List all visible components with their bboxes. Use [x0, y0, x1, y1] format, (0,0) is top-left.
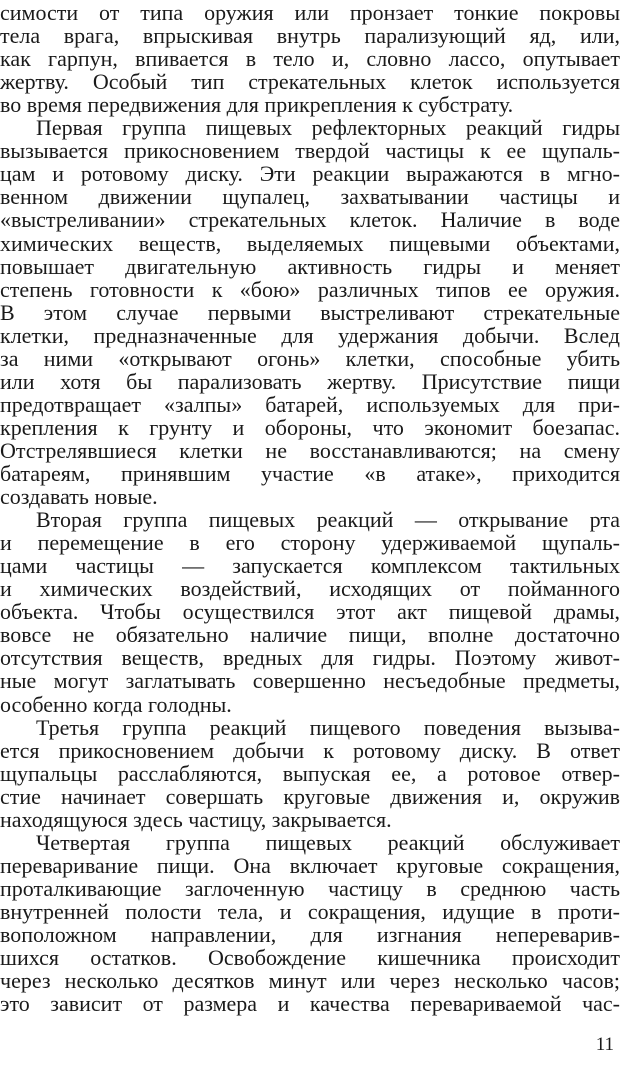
- text-line: ется прикосновением добычи к ротовому диску. В ответ: [0, 737, 620, 763]
- text-line: через несколько десятков минут или через несколько часов;: [0, 968, 620, 994]
- text-line: создавать новые.: [0, 484, 158, 510]
- text-line: цами частицы — запускается комплексом тактильных: [0, 553, 620, 579]
- text-line: стие начинает совершать круговые движения и, окружив: [0, 783, 620, 809]
- text-line: внутренней полости тела, и сокращения, идущие в проти-: [0, 898, 620, 924]
- text-line: клетки, предназначенные для удержания добычи. Вслед: [0, 322, 620, 348]
- text-line: тела врага, впрыскивая внутрь парализующий яд, или,: [0, 23, 620, 49]
- text-line: цам и ротовому диску. Эти реакции выражаются в мгно-: [0, 161, 620, 187]
- page-number: 11: [595, 1034, 614, 1055]
- text-line: В этом случае первыми выстреливают стрекательные: [0, 299, 620, 325]
- text-line: ные могут заглатывать совершенно несъедобные предметы,: [0, 668, 620, 694]
- text-line: Четвертая группа пищевых реакций обслуживает: [36, 829, 620, 855]
- text-line: Третья группа реакций пищевого поведения вызыва-: [36, 714, 620, 740]
- text-line: Вторая группа пищевых реакций — открывание рта: [36, 507, 620, 533]
- text-line: Первая группа пищевых рефлекторных реакций гидры: [36, 115, 620, 141]
- text-line: проталкивающие заглоченную частицу в среднюю часть: [0, 875, 620, 901]
- text-line: «выстреливании» стрекательных клеток. Наличие в воде: [0, 207, 620, 233]
- text-line: особенно когда голодны.: [0, 691, 232, 717]
- text-line: степень готовности к «бою» различных типов ее оружия.: [0, 276, 620, 302]
- text-line: предотвращает «залпы» батарей, используемых для при-: [0, 391, 620, 417]
- text-line: за ними «открывают огонь» клетки, способные убить: [0, 345, 620, 371]
- text-line: Отстрелявшиеся клетки не восстанавливаются; на смену: [0, 437, 620, 463]
- text-line: венном движении щупалец, захватывании частицы и: [0, 184, 620, 210]
- text-line: жертву. Особый тип стрекательных клеток используется: [0, 69, 620, 95]
- text-line: симости от типа оружия или пронзает тонкие покровы: [0, 0, 620, 25]
- text-line: находящуюся здесь частицу, закрывается.: [0, 806, 392, 832]
- text-line: это зависит от размера и качества перевариваемой час-: [0, 991, 620, 1017]
- text-line: батареям, принявшим участие «в атаке», приходится: [0, 461, 620, 486]
- text-line: переваривание пищи. Она включает круговые сокращения,: [0, 852, 620, 878]
- text-line: крепления к грунту и обороны, что экономит боезапас.: [0, 414, 620, 440]
- text-line: щупальцы расслабляются, выпуская ее, а ротовое отвер-: [0, 760, 620, 786]
- text-line: во время передвижения для прикрепления к субстрату.: [0, 92, 514, 118]
- text-line: вовсе не обязательно наличие пищи, вполне достаточно: [0, 622, 620, 648]
- text-line: и химических воздействий, исходящих от пойманного: [0, 576, 620, 602]
- text-line: или хотя бы парализовать жертву. Присутствие пищи: [0, 368, 620, 394]
- text-line: химических веществ, выделяемых пищевыми объектами,: [0, 230, 620, 256]
- text-line: объекта. Чтобы осуществился этот акт пищевой драмы,: [0, 599, 620, 625]
- text-line: вызывается прикосновением твердой частицы к ее щупаль-: [0, 138, 620, 164]
- text-line: повышает двигательную активность гидры и меняет: [0, 253, 620, 279]
- text-line: отсутствия веществ, вредных для гидры. Поэтому живот-: [0, 645, 620, 671]
- text-line: как гарпун, впивается в тело и, словно лассо, опутывает: [0, 46, 620, 72]
- text-line: и перемещение в его сторону удерживаемой щупаль-: [0, 530, 620, 556]
- text-line: воположном направлении, для изгнания непереварив-: [0, 922, 620, 947]
- text-line: шихся остатков. Освобождение кишечника происходит: [0, 945, 620, 971]
